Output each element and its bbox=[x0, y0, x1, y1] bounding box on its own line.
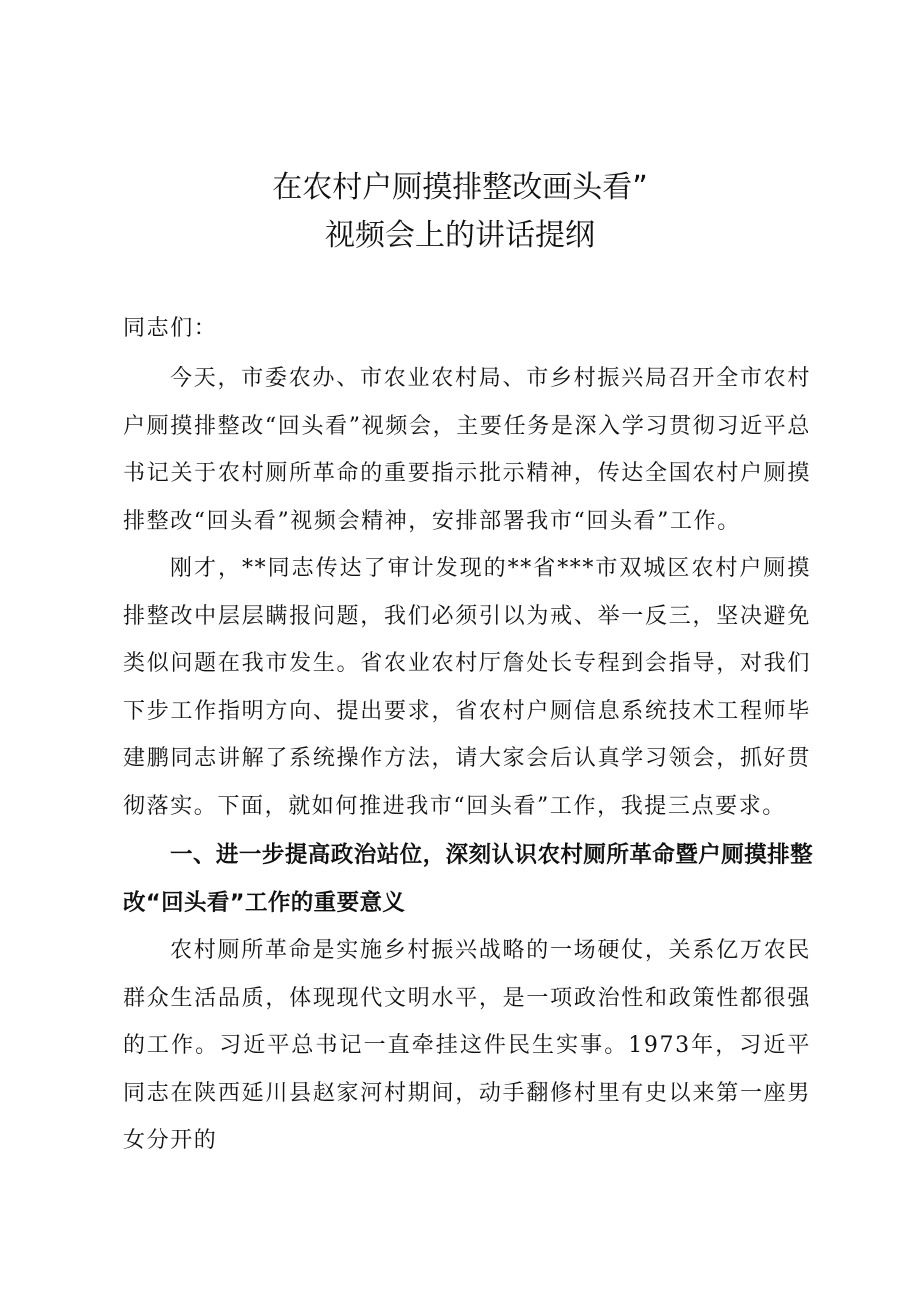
paragraph-audit-findings: 刚才，**同志传达了审计发现的**省***市双城区农村户厕摸排整改中层层瞒报问题，我们必须引以为戒、举一反三，坚决避免类似问题在我市发生。省农业农村厅詹处长专程到会指导，对我们下步工作指明方向、提出要求，省农村户厕信息系统技术工程师毕建鹏同志讲解了系统操作方法，请大家会后认真学习领会，抓好贯彻落实。下面，就如何推进我市“回头看”工作，我提三点要求。 bbox=[123, 556, 811, 819]
section-heading-1: 一、进一步提高政治站位，深刻认识农村厕所革命暨户厕摸排整改“回头看”工作的重要意义 bbox=[123, 842, 813, 916]
paragraph-meeting-purpose: 今天，市委农办、市农业农村局、市乡村振兴局召开全市农村户厕摸排整改“回头看”视频会，主要任务是深入学习贯彻习近平总书记关于农村厕所革命的重要指示批示精神，传达全国农村户厕摸排整改“回头看”视频会精神，安排部署我市“回头看”工作。 bbox=[123, 366, 811, 534]
document-title-line-1: 在农村户厕摸排整改画头看” bbox=[272, 170, 648, 205]
paragraph-toilet-revolution: 农村厕所革命是实施乡村振兴战略的一场硬仗，关系亿万农民群众生活品质，体现现代文明水平，是一项政治性和政策性都很强的工作。习近平总书记一直牵挂这件民生实事。1973年，习近平同志在陕西延川县赵家河村期间，动手翻修村里有史以来第一座男女分开的 bbox=[123, 938, 811, 1153]
document-title-line-2: 视频会上的讲话提纲 bbox=[325, 218, 595, 253]
salutation: 同志们： bbox=[123, 316, 218, 341]
